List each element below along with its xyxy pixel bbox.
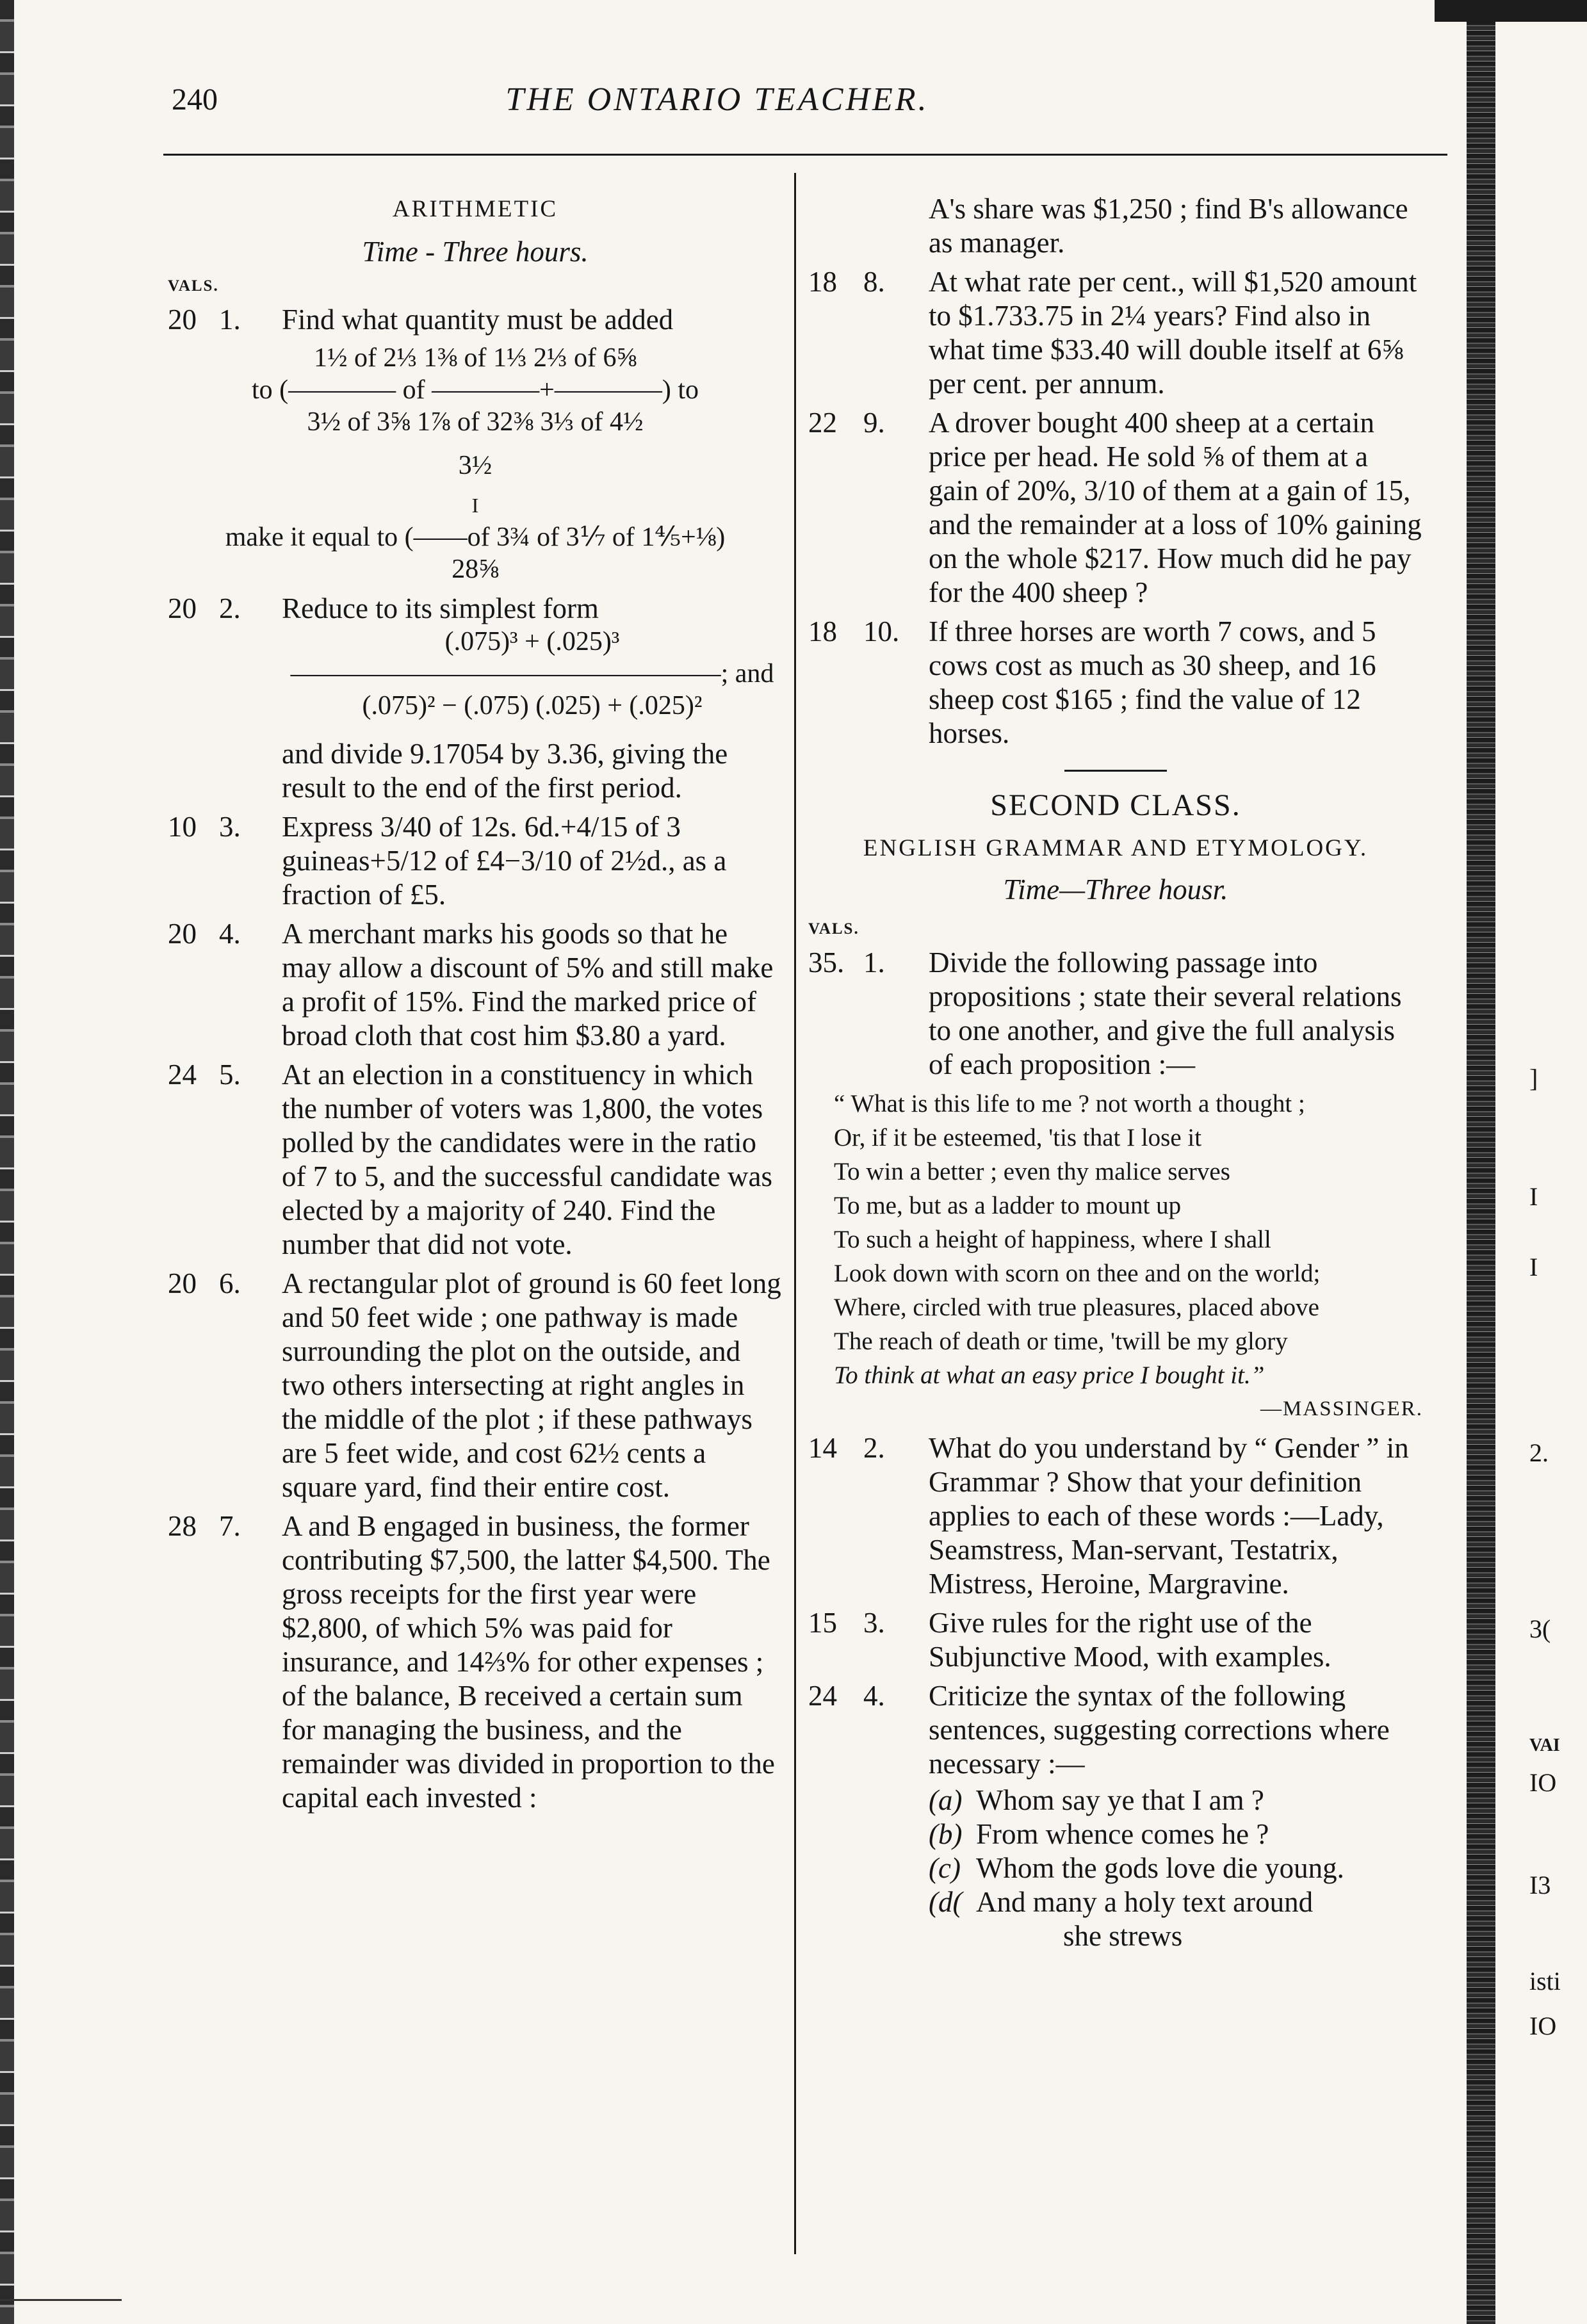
book-binding-edge [0, 0, 14, 2324]
page-number: 240 [172, 83, 218, 117]
left-column [168, 192, 783, 1820]
question-text: What do you understand by “ Gender ” in Grammar ? Show that your definition applies to each of these words :—Lady, Seamstress, Man-servant, Testatrix, Mistress, Heroine, Margravine. [929, 1432, 1409, 1600]
number: 5. [219, 1059, 241, 1091]
mark: 20 [168, 592, 197, 624]
question-text: Reduce to its simplest form [282, 592, 599, 624]
sub-item-letter: (a) [929, 1784, 963, 1816]
column-divider [794, 173, 796, 2254]
poem-line: To win a better ; even thy malice serves [834, 1158, 1230, 1185]
sub-item [929, 1885, 1423, 1919]
page-edge-strip [1467, 0, 1495, 2324]
math-line: 3½ of 3⅝ 1⅞ of 32⅜ 3⅓ of 4½ [307, 407, 644, 437]
sub-item-letter: (b) [929, 1818, 963, 1850]
mark: 10 [168, 811, 197, 843]
mark: 28 [168, 1510, 197, 1542]
facing-page-fragment: 3( [1529, 1614, 1551, 1643]
running-head: THE ONTARIO TEACHER. [505, 81, 929, 118]
math-line: 3½ [458, 451, 492, 480]
math-line: to (———— of ————+————) to [252, 375, 699, 405]
mark: 20 [168, 304, 197, 336]
sub-item [929, 1784, 1423, 1817]
mark: 24 [808, 1680, 837, 1712]
mark: 24 [168, 1059, 197, 1091]
number: 9. [863, 407, 885, 439]
math-line: 28⅝ [452, 555, 499, 584]
section2-subject: ENGLISH GRAMMAR AND ETYMOLOGY. [863, 835, 1369, 861]
vals-label: VALS. [808, 920, 859, 938]
question-1 [168, 303, 783, 337]
poem-line: To such a height of happiness, where I shall [834, 1226, 1271, 1253]
grammar-question-1 [808, 946, 1423, 1082]
number: 1. [863, 947, 885, 979]
question-text: and divide 9.17054 by 3.36, giving the result to the end of the first period. [282, 738, 728, 804]
facing-page-fragment: I3 [1529, 1871, 1551, 1899]
facing-page-fragment: IO [1529, 2011, 1557, 2040]
poem-line: Where, circled with true pleasures, placed above [834, 1294, 1319, 1321]
sub-item [929, 1817, 1423, 1851]
sub-item [929, 1851, 1423, 1885]
facing-page-fragment: 2. [1529, 1438, 1549, 1467]
grammar-question-2 [808, 1431, 1423, 1601]
math-line: (.075)² − (.075) (.025) + (.025)² [362, 691, 703, 720]
math-line: ————————————————; and [290, 659, 774, 688]
facing-page-fragment: I [1529, 1182, 1538, 1211]
question-6 [168, 1267, 783, 1504]
sub-item-continued: she strews [1063, 1920, 1183, 1952]
grammar-question-4 [808, 1679, 1423, 1953]
question-text: A rectangular plot of ground is 60 feet long and 50 feet wide ; one pathway is made surrounding the plot on the outside, and two others intersecting at right angles in the middle of the plot ; if these pathways are 5 feet wide, and cost 62½ cents a square yard, find their entire cost. [282, 1267, 781, 1503]
facing-page-fragment: ] [1529, 1064, 1538, 1093]
section2-title: SECOND CLASS. [990, 788, 1241, 822]
question-text: Divide the following passage into propositions ; state their several relations to one another, and give the full analysis of each proposition :— [929, 947, 1402, 1080]
question-8 [808, 265, 1423, 401]
grammar-question-3 [808, 1606, 1423, 1674]
poem-line: “ What is this life to me ? not worth a thought ; [834, 1090, 1305, 1117]
question-text: A drover bought 400 sheep at a certain price per head. He sold ⅝ of them at a gain of 20%, 3/10 of them at a gain of 15, and the remainder at a loss of 10% gaining on the whole $217. How much did he pay for the 400 sheep ? [929, 407, 1422, 608]
number: 1. [219, 304, 241, 336]
header-rule [163, 154, 1447, 156]
facing-page-fragment: VAI [1529, 1735, 1560, 1755]
question-2 [168, 592, 783, 805]
question-text: Criticize the syntax of the following sentences, suggesting corrections where necessary :— [929, 1680, 1390, 1780]
section-divider [1064, 770, 1167, 772]
mark: 35. [808, 947, 845, 979]
number: 4. [863, 1680, 885, 1712]
question-9 [808, 406, 1423, 610]
question-10 [808, 615, 1423, 751]
number: 2. [863, 1432, 885, 1464]
number: 3. [219, 811, 241, 843]
sub-items [929, 1784, 1423, 1953]
sub-item-text: And many a holy text around [976, 1886, 1314, 1918]
section2-time: Time—Three housr. [1003, 874, 1228, 906]
poem-line: Look down with scorn on thee and on the world; [834, 1260, 1321, 1287]
facing-page-fragment: I [1529, 1253, 1538, 1281]
sub-item-text: From whence comes he ? [976, 1818, 1269, 1850]
number: 3. [863, 1607, 885, 1639]
poem-attribution: —MASSINGER. [1260, 1397, 1423, 1420]
math-line: I [471, 494, 479, 517]
question-text: At what rate per cent., will $1,520 amount to $1.733.75 in 2¼ years? Find also in what time $33.40 will double itself at 6⅝ per cent. per annum. [929, 266, 1417, 400]
question-text: At an election in a constituency in which the number of voters was 1,800, the votes polled by the candidates were in the ratio of 7 to 5, and the successful candidate was elected by a majority of 240. Find the number that did not vote. [282, 1059, 773, 1260]
poem-line: The reach of death or time, 'twill be my glory [834, 1328, 1288, 1355]
question-text: If three horses are worth 7 cows, and 5 cows cost as much as 30 sheep, and 16 sheep cost $165 ; find the value of 12 horses. [929, 615, 1376, 749]
number: 7. [219, 1510, 241, 1542]
quoted-passage [808, 1087, 1423, 1426]
number: 2. [219, 592, 241, 624]
question-text: Find what quantity must be added [282, 304, 674, 336]
mark: 18 [808, 266, 837, 298]
question-5 [168, 1058, 783, 1262]
section-title: ARITHMETIC [392, 196, 558, 222]
question-text: A and B engaged in business, the former contributing $7,500, the latter $4,500. The gross receipts for the first year were $2,800, of which 5% was paid for insurance, and 14⅔% for other expenses ; of the balance, B received a certain sum for managing the business, and the remainder was divided in proportion to the capital each invested : [282, 1510, 775, 1814]
sub-item-letter: (c) [929, 1852, 961, 1884]
number: 4. [219, 918, 241, 950]
question-4 [168, 917, 783, 1053]
question-3 [168, 810, 783, 912]
sub-item-text: Whom the gods love die young. [976, 1852, 1344, 1884]
mark: 22 [808, 407, 837, 439]
right-column [808, 192, 1423, 1958]
mark: 18 [808, 615, 837, 647]
page-corner-shadow [1435, 0, 1587, 22]
math-line: make it equal to (——of 3¾ of 3⅐ of 1⅘+⅛) [225, 523, 726, 552]
time-limit: Time - Three hours. [362, 236, 589, 268]
q1-math [168, 342, 783, 585]
mark: 15 [808, 1607, 837, 1639]
question-text: A merchant marks his goods so that he may allow a discount of 5% and still make a profit of 15%. Find the marked price of broad cloth that cost him $3.80 a yard. [282, 918, 774, 1052]
facing-page-fragment: isti [1529, 1967, 1561, 1995]
poem-line: To think at what an easy price I bought it.” [834, 1361, 1265, 1389]
math-line: 1½ of 2⅓ 1⅜ of 1⅓ 2⅓ of 6⅝ [314, 343, 637, 373]
sub-item-text: Whom say ye that I am ? [976, 1784, 1264, 1816]
question-7-continued: A's share was $1,250 ; find B's allowance as manager. [929, 193, 1408, 259]
facing-page-fragment: IO [1529, 1768, 1557, 1797]
question-text: Express 3/40 of 12s. 6d.+4/15 of 3 guineas+5/12 of £4−3/10 of 2½d., as a fraction of £5. [282, 811, 727, 911]
math-line: (.075)³ + (.025)³ [444, 627, 620, 656]
poem-line: To me, but as a ladder to mount up [834, 1192, 1182, 1219]
poem-line: Or, if it be esteemed, 'tis that I lose it [834, 1124, 1202, 1151]
number: 6. [219, 1267, 241, 1299]
sub-item-letter: (d( [929, 1886, 963, 1918]
mark: 20 [168, 918, 197, 950]
number: 10. [863, 615, 900, 647]
bottom-edge-mark [0, 2299, 122, 2301]
mark: 14 [808, 1432, 837, 1464]
number: 8. [863, 266, 885, 298]
question-7 [168, 1509, 783, 1815]
vals-label: VALS. [168, 277, 219, 295]
question-text: Give rules for the right use of the Subjunctive Mood, with examples. [929, 1607, 1331, 1673]
mark: 20 [168, 1267, 197, 1299]
